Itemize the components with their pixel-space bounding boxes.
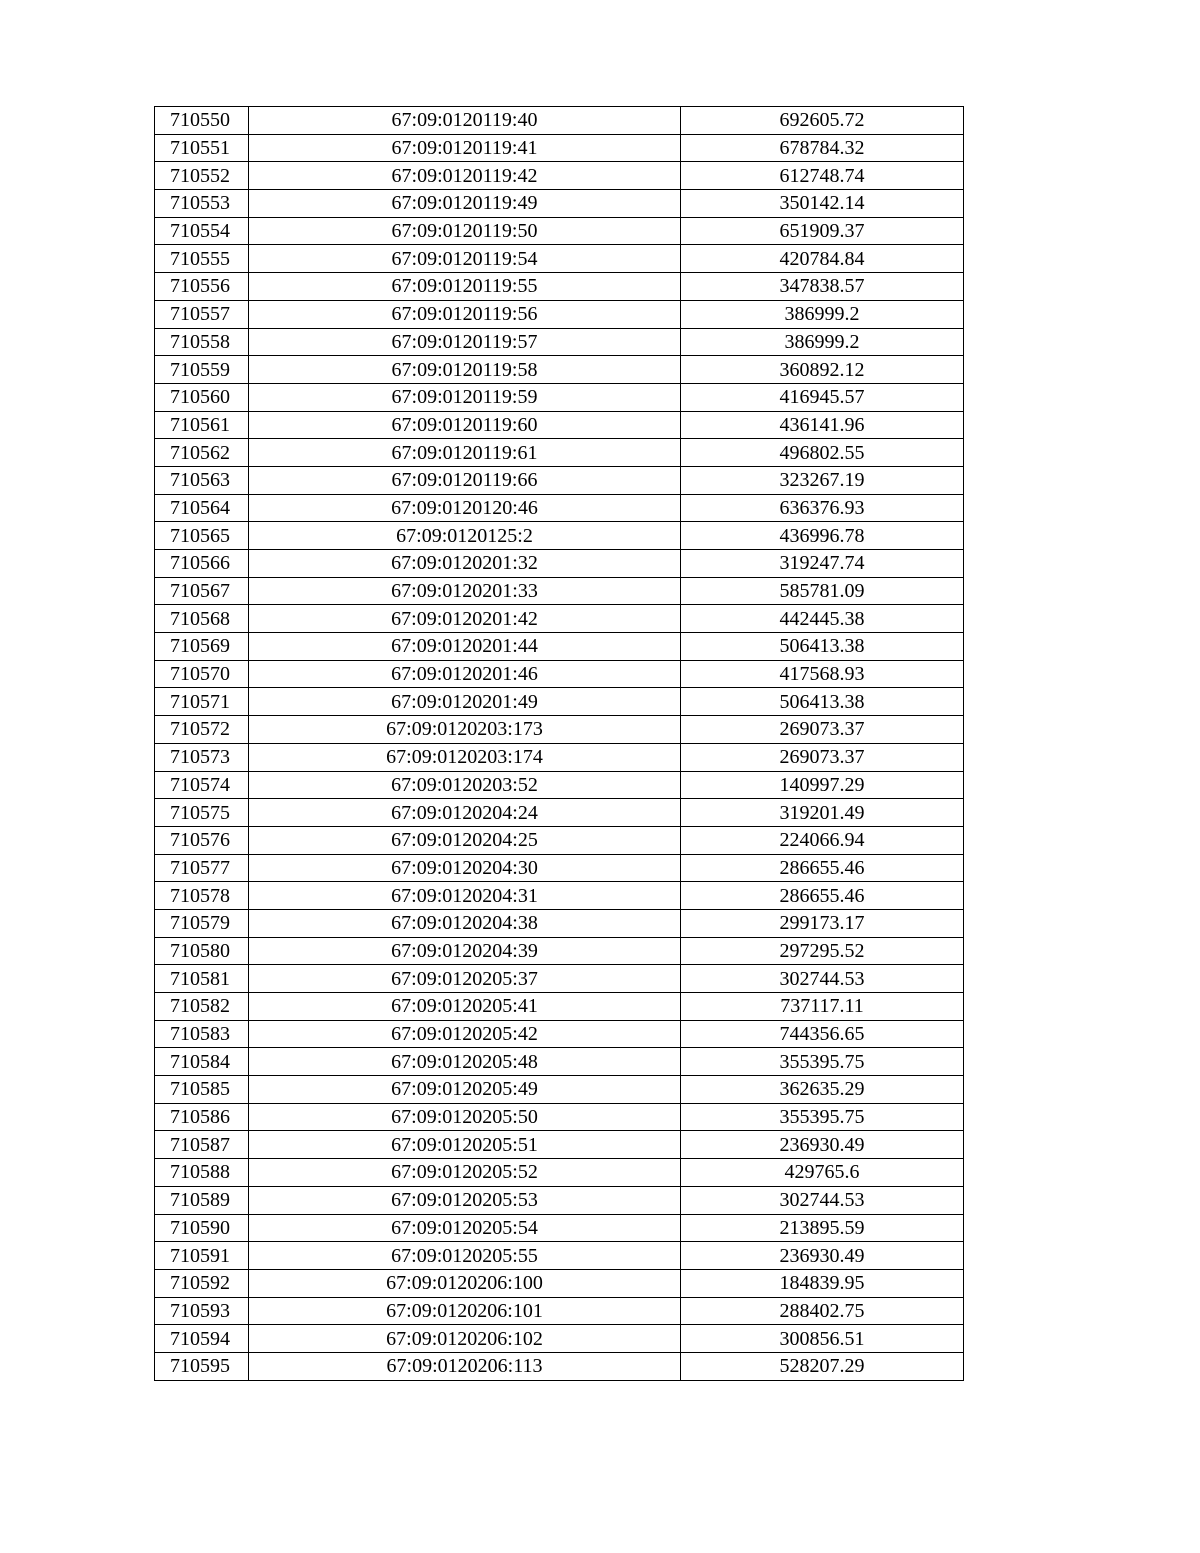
row-number-cell: 710577: [155, 854, 249, 882]
table-row: [155, 882, 964, 910]
table-row: [155, 716, 964, 744]
row-number-cell: 710559: [155, 356, 249, 384]
cadastral-number-cell: 67:09:0120205:49: [249, 1076, 681, 1104]
row-number-cell: 710550: [155, 107, 249, 135]
row-number-cell: 710592: [155, 1269, 249, 1297]
row-number-cell: 710562: [155, 439, 249, 467]
cadastral-value-cell: 651909.37: [681, 217, 964, 245]
cadastral-value-cell: 184839.95: [681, 1269, 964, 1297]
cadastral-value-cell: 288402.75: [681, 1297, 964, 1325]
cadastral-number-cell: 67:09:0120119:42: [249, 162, 681, 190]
table-row: [155, 1020, 964, 1048]
row-number-cell: 710563: [155, 466, 249, 494]
cadastral-value-cell: 319201.49: [681, 799, 964, 827]
cadastral-value-cell: 678784.32: [681, 134, 964, 162]
table-row: [155, 1269, 964, 1297]
cadastral-number-cell: 67:09:0120201:42: [249, 605, 681, 633]
row-number-cell: 710585: [155, 1076, 249, 1104]
table-row: [155, 190, 964, 218]
table-row: [155, 688, 964, 716]
cadastral-number-cell: 67:09:0120125:2: [249, 522, 681, 550]
cadastral-number-cell: 67:09:0120201:49: [249, 688, 681, 716]
cadastral-value-cell: 213895.59: [681, 1214, 964, 1242]
cadastral-number-cell: 67:09:0120205:48: [249, 1048, 681, 1076]
cadastral-number-cell: 67:09:0120204:25: [249, 826, 681, 854]
cadastral-value-cell: 299173.17: [681, 909, 964, 937]
row-number-cell: 710578: [155, 882, 249, 910]
row-number-cell: 710574: [155, 771, 249, 799]
row-number-cell: 710566: [155, 550, 249, 578]
cadastral-number-cell: 67:09:0120119:61: [249, 439, 681, 467]
row-number-cell: 710553: [155, 190, 249, 218]
table-row: [155, 356, 964, 384]
cadastral-value-cell: 436141.96: [681, 411, 964, 439]
cadastral-number-cell: 67:09:0120201:46: [249, 660, 681, 688]
cadastral-value-cell: 360892.12: [681, 356, 964, 384]
table-row: [155, 1048, 964, 1076]
cadastral-number-cell: 67:09:0120201:44: [249, 633, 681, 661]
table-row: [155, 1076, 964, 1104]
cadastral-value-cell: 236930.49: [681, 1131, 964, 1159]
table-row: [155, 826, 964, 854]
cadastral-value-cell: 302744.53: [681, 1186, 964, 1214]
table-row: [155, 993, 964, 1021]
row-number-cell: 710570: [155, 660, 249, 688]
row-number-cell: 710557: [155, 300, 249, 328]
cadastral-number-cell: 67:09:0120204:30: [249, 854, 681, 882]
table-row: [155, 633, 964, 661]
table-row: [155, 217, 964, 245]
cadastral-value-cell: 362635.29: [681, 1076, 964, 1104]
row-number-cell: 710579: [155, 909, 249, 937]
table-body: [155, 107, 964, 1381]
cadastral-value-cell: 286655.46: [681, 882, 964, 910]
cadastral-number-cell: 67:09:0120120:46: [249, 494, 681, 522]
cadastral-value-cell: 300856.51: [681, 1325, 964, 1353]
row-number-cell: 710558: [155, 328, 249, 356]
row-number-cell: 710569: [155, 633, 249, 661]
cadastral-number-cell: 67:09:0120119:40: [249, 107, 681, 135]
cadastral-number-cell: 67:09:0120205:53: [249, 1186, 681, 1214]
cadastral-number-cell: 67:09:0120119:41: [249, 134, 681, 162]
row-number-cell: 710564: [155, 494, 249, 522]
cadastral-value-cell: 442445.38: [681, 605, 964, 633]
cadastral-value-cell: 350142.14: [681, 190, 964, 218]
table-row: [155, 743, 964, 771]
row-number-cell: 710576: [155, 826, 249, 854]
cadastral-number-cell: 67:09:0120206:101: [249, 1297, 681, 1325]
cadastral-value-cell: 319247.74: [681, 550, 964, 578]
cadastral-value-cell: 636376.93: [681, 494, 964, 522]
cadastral-number-cell: 67:09:0120205:54: [249, 1214, 681, 1242]
cadastral-number-cell: 67:09:0120204:31: [249, 882, 681, 910]
cadastral-value-cell: 429765.6: [681, 1159, 964, 1187]
row-number-cell: 710568: [155, 605, 249, 633]
row-number-cell: 710591: [155, 1242, 249, 1270]
row-number-cell: 710575: [155, 799, 249, 827]
cadastral-number-cell: 67:09:0120119:49: [249, 190, 681, 218]
cadastral-value-cell: 420784.84: [681, 245, 964, 273]
table-row: [155, 605, 964, 633]
cadastral-value-cell: 269073.37: [681, 716, 964, 744]
cadastral-value-cell: 506413.38: [681, 688, 964, 716]
cadastral-number-cell: 67:09:0120204:24: [249, 799, 681, 827]
row-number-cell: 710587: [155, 1131, 249, 1159]
cadastral-value-cell: 269073.37: [681, 743, 964, 771]
table-row: [155, 522, 964, 550]
cadastral-number-cell: 67:09:0120203:174: [249, 743, 681, 771]
row-number-cell: 710588: [155, 1159, 249, 1187]
table-row: [155, 1159, 964, 1187]
row-number-cell: 710580: [155, 937, 249, 965]
row-number-cell: 710581: [155, 965, 249, 993]
cadastral-number-cell: 67:09:0120205:50: [249, 1103, 681, 1131]
table-row: [155, 577, 964, 605]
table-row: [155, 494, 964, 522]
cadastral-value-cell: 323267.19: [681, 466, 964, 494]
cadastral-number-cell: 67:09:0120206:113: [249, 1352, 681, 1380]
table-row: [155, 1214, 964, 1242]
cadastral-number-cell: 67:09:0120205:41: [249, 993, 681, 1021]
cadastral-value-cell: 416945.57: [681, 383, 964, 411]
cadastral-number-cell: 67:09:0120119:56: [249, 300, 681, 328]
row-number-cell: 710554: [155, 217, 249, 245]
cadastral-number-cell: 67:09:0120204:39: [249, 937, 681, 965]
cadastral-value-cell: 224066.94: [681, 826, 964, 854]
cadastral-value-cell: 744356.65: [681, 1020, 964, 1048]
row-number-cell: 710586: [155, 1103, 249, 1131]
cadastral-number-cell: 67:09:0120206:100: [249, 1269, 681, 1297]
cadastral-value-cell: 286655.46: [681, 854, 964, 882]
row-number-cell: 710555: [155, 245, 249, 273]
row-number-cell: 710594: [155, 1325, 249, 1353]
cadastral-number-cell: 67:09:0120119:66: [249, 466, 681, 494]
row-number-cell: 710567: [155, 577, 249, 605]
cadastral-value-cell: 506413.38: [681, 633, 964, 661]
cadastral-number-cell: 67:09:0120205:55: [249, 1242, 681, 1270]
table-row: [155, 1103, 964, 1131]
table-row: [155, 799, 964, 827]
table-row: [155, 1131, 964, 1159]
row-number-cell: 710589: [155, 1186, 249, 1214]
table-row: [155, 245, 964, 273]
table-row: [155, 273, 964, 301]
table-row: [155, 134, 964, 162]
table-row: [155, 466, 964, 494]
row-number-cell: 710595: [155, 1352, 249, 1380]
row-number-cell: 710552: [155, 162, 249, 190]
cadastral-value-cell: 436996.78: [681, 522, 964, 550]
cadastral-number-cell: 67:09:0120201:33: [249, 577, 681, 605]
row-number-cell: 710583: [155, 1020, 249, 1048]
row-number-cell: 710573: [155, 743, 249, 771]
row-number-cell: 710584: [155, 1048, 249, 1076]
table-row: [155, 383, 964, 411]
table-row: [155, 1325, 964, 1353]
table-row: [155, 328, 964, 356]
cadastral-number-cell: 67:09:0120205:51: [249, 1131, 681, 1159]
cadastral-number-cell: 67:09:0120119:58: [249, 356, 681, 384]
cadastral-number-cell: 67:09:0120119:55: [249, 273, 681, 301]
cadastral-value-cell: 302744.53: [681, 965, 964, 993]
cadastral-value-cell: 612748.74: [681, 162, 964, 190]
row-number-cell: 710593: [155, 1297, 249, 1325]
cadastral-number-cell: 67:09:0120204:38: [249, 909, 681, 937]
table-row: [155, 965, 964, 993]
row-number-cell: 710565: [155, 522, 249, 550]
cadastral-value-cell: 528207.29: [681, 1352, 964, 1380]
table-row: [155, 300, 964, 328]
row-number-cell: 710572: [155, 716, 249, 744]
table-row: [155, 162, 964, 190]
cadastral-value-table: [154, 106, 964, 1381]
row-number-cell: 710582: [155, 993, 249, 1021]
cadastral-value-cell: 355395.75: [681, 1103, 964, 1131]
row-number-cell: 710571: [155, 688, 249, 716]
table-row: [155, 660, 964, 688]
cadastral-value-cell: 585781.09: [681, 577, 964, 605]
table-row: [155, 909, 964, 937]
row-number-cell: 710556: [155, 273, 249, 301]
cadastral-number-cell: 67:09:0120119:54: [249, 245, 681, 273]
table-row: [155, 854, 964, 882]
cadastral-value-cell: 140997.29: [681, 771, 964, 799]
cadastral-number-cell: 67:09:0120119:59: [249, 383, 681, 411]
row-number-cell: 710590: [155, 1214, 249, 1242]
table-row: [155, 937, 964, 965]
cadastral-number-cell: 67:09:0120205:52: [249, 1159, 681, 1187]
table-row: [155, 1242, 964, 1270]
table-row: [155, 550, 964, 578]
cadastral-value-cell: 737117.11: [681, 993, 964, 1021]
cadastral-value-cell: 496802.55: [681, 439, 964, 467]
cadastral-value-cell: 347838.57: [681, 273, 964, 301]
row-number-cell: 710561: [155, 411, 249, 439]
cadastral-number-cell: 67:09:0120203:52: [249, 771, 681, 799]
cadastral-number-cell: 67:09:0120201:32: [249, 550, 681, 578]
table-row: [155, 1186, 964, 1214]
row-number-cell: 710551: [155, 134, 249, 162]
table-row: [155, 1297, 964, 1325]
table-row: [155, 771, 964, 799]
cadastral-value-cell: 386999.2: [681, 328, 964, 356]
cadastral-value-cell: 355395.75: [681, 1048, 964, 1076]
table-row: [155, 1352, 964, 1380]
cadastral-value-cell: 692605.72: [681, 107, 964, 135]
cadastral-value-cell: 417568.93: [681, 660, 964, 688]
cadastral-value-cell: 386999.2: [681, 300, 964, 328]
cadastral-number-cell: 67:09:0120205:42: [249, 1020, 681, 1048]
cadastral-number-cell: 67:09:0120119:57: [249, 328, 681, 356]
cadastral-value-cell: 236930.49: [681, 1242, 964, 1270]
table-row: [155, 439, 964, 467]
cadastral-number-cell: 67:09:0120203:173: [249, 716, 681, 744]
row-number-cell: 710560: [155, 383, 249, 411]
table-row: [155, 411, 964, 439]
table-row: [155, 107, 964, 135]
cadastral-number-cell: 67:09:0120206:102: [249, 1325, 681, 1353]
cadastral-number-cell: 67:09:0120119:60: [249, 411, 681, 439]
cadastral-value-cell: 297295.52: [681, 937, 964, 965]
cadastral-number-cell: 67:09:0120119:50: [249, 217, 681, 245]
cadastral-number-cell: 67:09:0120205:37: [249, 965, 681, 993]
